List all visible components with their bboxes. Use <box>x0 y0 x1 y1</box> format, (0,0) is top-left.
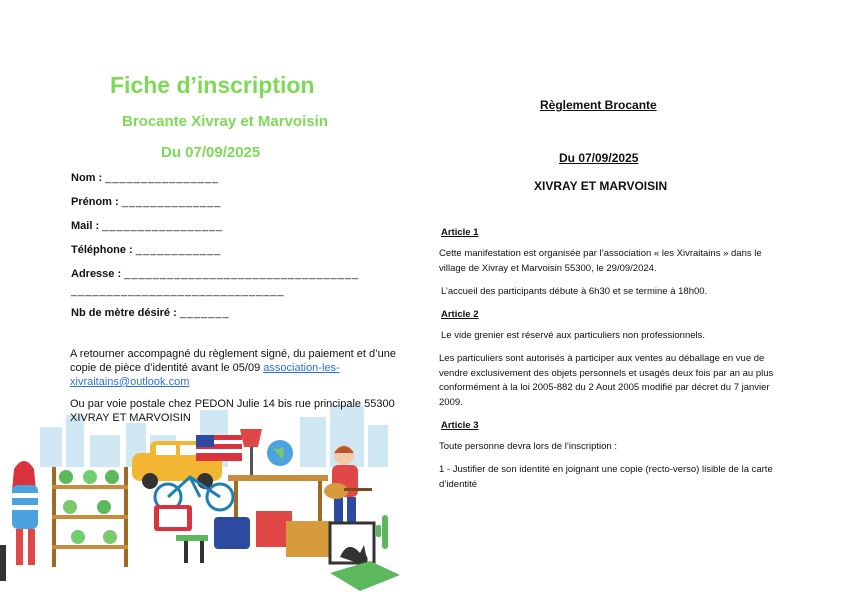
field-mail[interactable] <box>71 220 223 232</box>
form-title: Fiche d’inscription <box>110 72 315 98</box>
article-1-heading: Article 1 <box>441 227 479 238</box>
article-1-paragraph-1: Cette manifestation est organisée par l’association « les Xivraitains » dans le village de Xivray et Marvoisin 55300, le 29/09/2024. <box>439 248 762 274</box>
field-adresse[interactable] <box>71 268 359 280</box>
article-3-heading: Article 3 <box>441 420 479 431</box>
article-3-item-1: 1 - Justifier de son identité en joignant une copie (recto-verso) lisible de la carte d’identité <box>439 464 773 490</box>
field-blank: ____________ <box>135 244 222 256</box>
field-nom[interactable] <box>71 172 219 184</box>
field-prenom[interactable] <box>71 196 221 208</box>
rules-place: XIVRAY ET MARVOISIN <box>534 179 668 193</box>
rules-date: Du 07/09/2025 <box>559 151 639 165</box>
email-link[interactable]: association-les-xivraitains@outlook.com <box>70 362 340 388</box>
field-label: Adresse : <box>71 268 122 280</box>
field-label: Nb de mètre désiré : <box>71 307 177 319</box>
field-label: Téléphone : <box>71 244 133 256</box>
field-telephone[interactable] <box>71 244 221 256</box>
woman <box>12 461 38 565</box>
field-blank: _________________________________ <box>124 268 360 280</box>
field-blank: ______________________________ <box>71 285 285 297</box>
field-label: Nom : <box>71 172 103 184</box>
rules-title: Règlement Brocante <box>540 98 657 112</box>
return-note <box>70 347 410 389</box>
field-label: Prénom : <box>71 196 119 208</box>
field-blank: ______________ <box>121 196 222 208</box>
article-1-paragraph-2: L’accueil des participants débute à 6h30 et se termine à 18h00. <box>441 286 708 297</box>
article-2-paragraph-2: Les particuliers sont autorisés à participer aux ventes au déballage en vue de vendre exclusivement des objets personnels et usagés deux fois par an au plus conformément à la loi 2005-882 du 2 Aout 2005 modifié par décret du 7 janvier 2009. <box>439 353 774 408</box>
return-note-text: A retourner accompagné du règlement signé, du paiement et d’une copie de pièce d’identité avant le 05/09 <box>70 348 396 374</box>
article-3-paragraph-1: Toute personne devra lors de l’inscription : <box>439 441 617 452</box>
flag <box>196 435 242 461</box>
article-2-heading: Article 2 <box>441 309 479 320</box>
brocante-illustration <box>0 405 404 595</box>
field-blank: _______ <box>179 307 230 319</box>
event-date: Du 07/09/2025 <box>161 144 261 161</box>
field-adresse-line2[interactable] <box>71 285 285 297</box>
field-metres[interactable] <box>71 307 230 319</box>
postal-note: Ou par voie postale chez PEDON Julie 14 bis rue principale 55300 XIVRAY ET MARVOISIN <box>70 398 395 424</box>
field-label: Mail : <box>71 220 100 232</box>
field-blank: _________________ <box>102 220 224 232</box>
event-name: Brocante Xivray et Marvoisin <box>122 113 328 130</box>
field-blank: ________________ <box>105 172 220 184</box>
article-2-paragraph-1: Le vide grenier est réservé aux particuliers non professionnels. <box>441 330 706 341</box>
plant-shelf <box>52 467 128 567</box>
